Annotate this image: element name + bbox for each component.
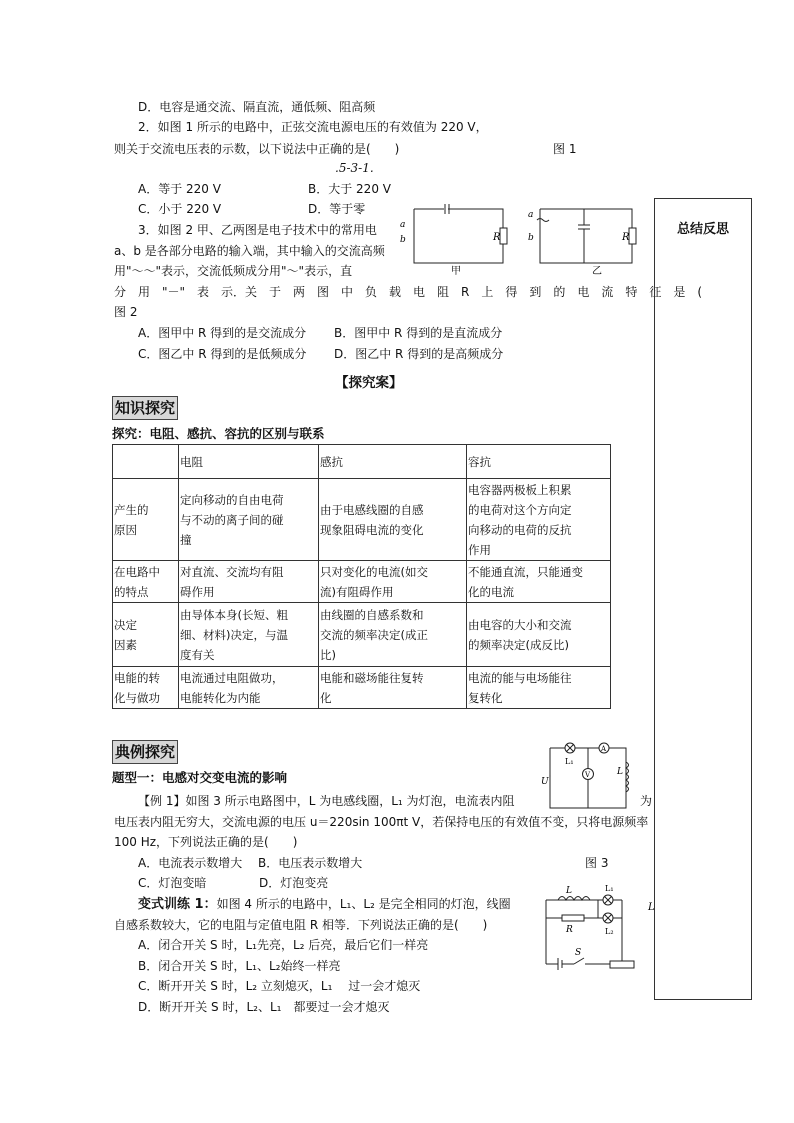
comparison-table: [112, 444, 611, 709]
question-2-line2: 则关于交流电压表的示数，以下说法中正确的是( ): [114, 142, 400, 156]
fig2-resistor-yi: R: [622, 232, 630, 243]
ex1-option-ab: A．电流表示数增大 B．电压表示数增大: [138, 856, 363, 870]
figure-2-circuits: [396, 198, 640, 278]
question-3-line2: a、b 是各部分电路的输入端，其中输入的交流高频: [114, 244, 385, 258]
explore-title: 探究：电阻、感抗、容抗的区别与联系: [112, 426, 325, 441]
table-row: [113, 603, 611, 667]
question-3-line1: 3．如图 2 甲、乙两图是电子技术中的常用电: [138, 223, 377, 237]
figure-3-circuit: [538, 738, 638, 810]
var1-option-c: C．断开开关 S 时，L₂ 立刻熄灭，L₁ 过一会才熄灭: [138, 979, 421, 993]
table-row: [113, 561, 611, 603]
fig3-inductor-label: L: [617, 767, 623, 777]
fig2-terminal-a-yi: a: [528, 210, 534, 220]
table-cell: 电容器两极板上积累 的电荷对这个方向定 向移动的电荷的反抗 作用: [467, 479, 611, 561]
variant-1-line1: 变式训练 1：如图 4 所示的电路中，L₁、L₂ 是完全相同的灯泡，线圈: [138, 897, 511, 912]
example-1-line1: 【例 1】如图 3 所示电路图中，L 为电感线圈，L₁ 为灯泡，电流表内阻: [138, 794, 515, 808]
table-cell: 电能的转 化与做功: [113, 667, 179, 709]
figure-1-label: 图 1: [553, 142, 577, 156]
type-1-title: 题型一：电感对交变电流的影响: [112, 770, 288, 785]
variant-1-label: 变式训练 1：: [138, 897, 217, 912]
q3-option-a: A．图甲中 R 得到的是交流成分: [138, 326, 307, 340]
table-header-cell: 容抗: [467, 445, 611, 479]
fig4-lamp2-label: L₂: [605, 927, 614, 936]
option-d-line: D．电容是通交流、隔直流，通低频、阻高频: [138, 100, 376, 114]
table-cell: 由电容的大小和交流 的频率决定(成反比): [467, 603, 611, 667]
fig4-lamp1-label: L₁: [605, 884, 614, 893]
variant-1-line2: 自感系数较大，它的电阻与定值电阻 R 相等．下列说法正确的是( ): [114, 918, 488, 932]
var1-option-b: B．闭合开关 S 时，L₁、L₂始终一样亮: [138, 959, 341, 973]
table-header-cell: 电阻: [179, 445, 319, 479]
q2-option-a: A．等于 220 V: [138, 182, 221, 196]
fig2-terminal-b-jia: b: [400, 235, 406, 245]
q3-option-c: C．图乙中 R 得到的是低频成分: [138, 347, 307, 361]
example-1-line1-tail: 为: [640, 794, 653, 808]
knowledge-box: 知识探究: [112, 396, 178, 420]
table-header-cell: [113, 445, 179, 479]
fig2-resistor-jia: R: [493, 232, 501, 243]
fig3-lamp-label: L₁: [565, 757, 574, 766]
fig4-switch-label: S: [575, 948, 582, 958]
table-row: [113, 479, 611, 561]
fig4-inductor-label: L: [566, 886, 572, 896]
fig2-terminal-a-jia: a: [400, 220, 406, 230]
example-1-line3: 100 Hz，下列说法正确的是( ): [114, 835, 298, 849]
q2-option-c: C．小于 220 V: [138, 202, 222, 216]
example-1-line2: 电压表内阻无穷大，交流电源的电压 u＝220sin 100πt V，若保持电压的有效值不变，只将电源频率: [114, 815, 649, 829]
q3-option-b: B．图甲中 R 得到的是直流成分: [334, 326, 503, 340]
question-2-line1: 2．如图 1 所示的电路中，正弦交流电源电压的有效值为 220 V，: [138, 120, 488, 134]
table-cell: 对直流、交流均有阻 碍作用: [179, 561, 319, 603]
fig2-terminal-b-yi: b: [528, 233, 534, 243]
table-cell: 由导体本身(长短、粗 细、材料)决定，与温 度有关: [179, 603, 319, 667]
ammeter-symbol: A: [601, 745, 607, 753]
summary-sidebar: [654, 198, 752, 1000]
table-cell: 在电路中 的特点: [113, 561, 179, 603]
question-3-line4: 分 用 "－" 表 示．关 于 两 图 中 负 载 电 阻 R 上 得 到 的 电 流 特 征 是 (: [114, 285, 703, 299]
question-3-line3: 用"～～"表示，交流低频成分用"～"表示，直: [114, 264, 353, 278]
table-header-cell: 感抗: [319, 445, 467, 479]
table-cell: 电流的能与电场能往 复转化: [467, 667, 611, 709]
fig4-edge-label: L: [648, 902, 655, 913]
var1-option-a: A．闭合开关 S 时，L₁先亮，L₂ 后亮，最后它们一样亮: [138, 938, 429, 952]
table-cell: 只对变化的电流(如交 流)有阻碍作用: [319, 561, 467, 603]
table-cell: 由于电感线圈的自感 现象阻碍电流的变化: [319, 479, 467, 561]
fig2-caption-yi: 乙: [592, 266, 602, 277]
ex1-option-c: C．灯泡变暗: [138, 876, 207, 890]
fig3-source-label: U: [541, 777, 549, 787]
var1-option-d: D．断开开关 S 时，L₂、L₁ 都要过一会才熄灭: [138, 1000, 390, 1014]
table-header-row: [113, 445, 611, 479]
table-cell: 不能通直流，只能通变 化的电流: [467, 561, 611, 603]
voltmeter-symbol: V: [585, 771, 591, 779]
figure-ref-fragment: .5-3-1.: [335, 161, 374, 175]
table-cell: 电能和磁场能往复转 化: [319, 667, 467, 709]
example-box: 典例探究: [112, 740, 178, 764]
table-cell: 决定 因素: [113, 603, 179, 667]
q3-option-d: D．图乙中 R 得到的是高频成分: [334, 347, 504, 361]
figure-2-label: 图 2: [114, 305, 138, 319]
table-cell: 产生的 原因: [113, 479, 179, 561]
q2-option-d: D．等于零: [308, 202, 366, 216]
figure-3-label: 图 3: [585, 856, 609, 870]
fig4-resistor-label: R: [566, 925, 573, 935]
table-cell: 由线圈的自感系数和 交流的频率决定(成正 比): [319, 603, 467, 667]
summary-title: 总结反思: [676, 222, 729, 237]
table-cell: 定向移动的自由电荷 与不动的离子间的碰 撞: [179, 479, 319, 561]
ex1-option-d: D．灯泡变亮: [259, 876, 329, 890]
table-cell: 电流通过电阻做功， 电能转化为内能: [179, 667, 319, 709]
section-title: 【探究案】: [335, 375, 403, 391]
fig2-caption-jia: 甲: [451, 266, 461, 277]
figure-4-circuit: [538, 880, 658, 972]
q2-option-b: B．大于 220 V: [308, 182, 391, 196]
table-row: [113, 667, 611, 709]
